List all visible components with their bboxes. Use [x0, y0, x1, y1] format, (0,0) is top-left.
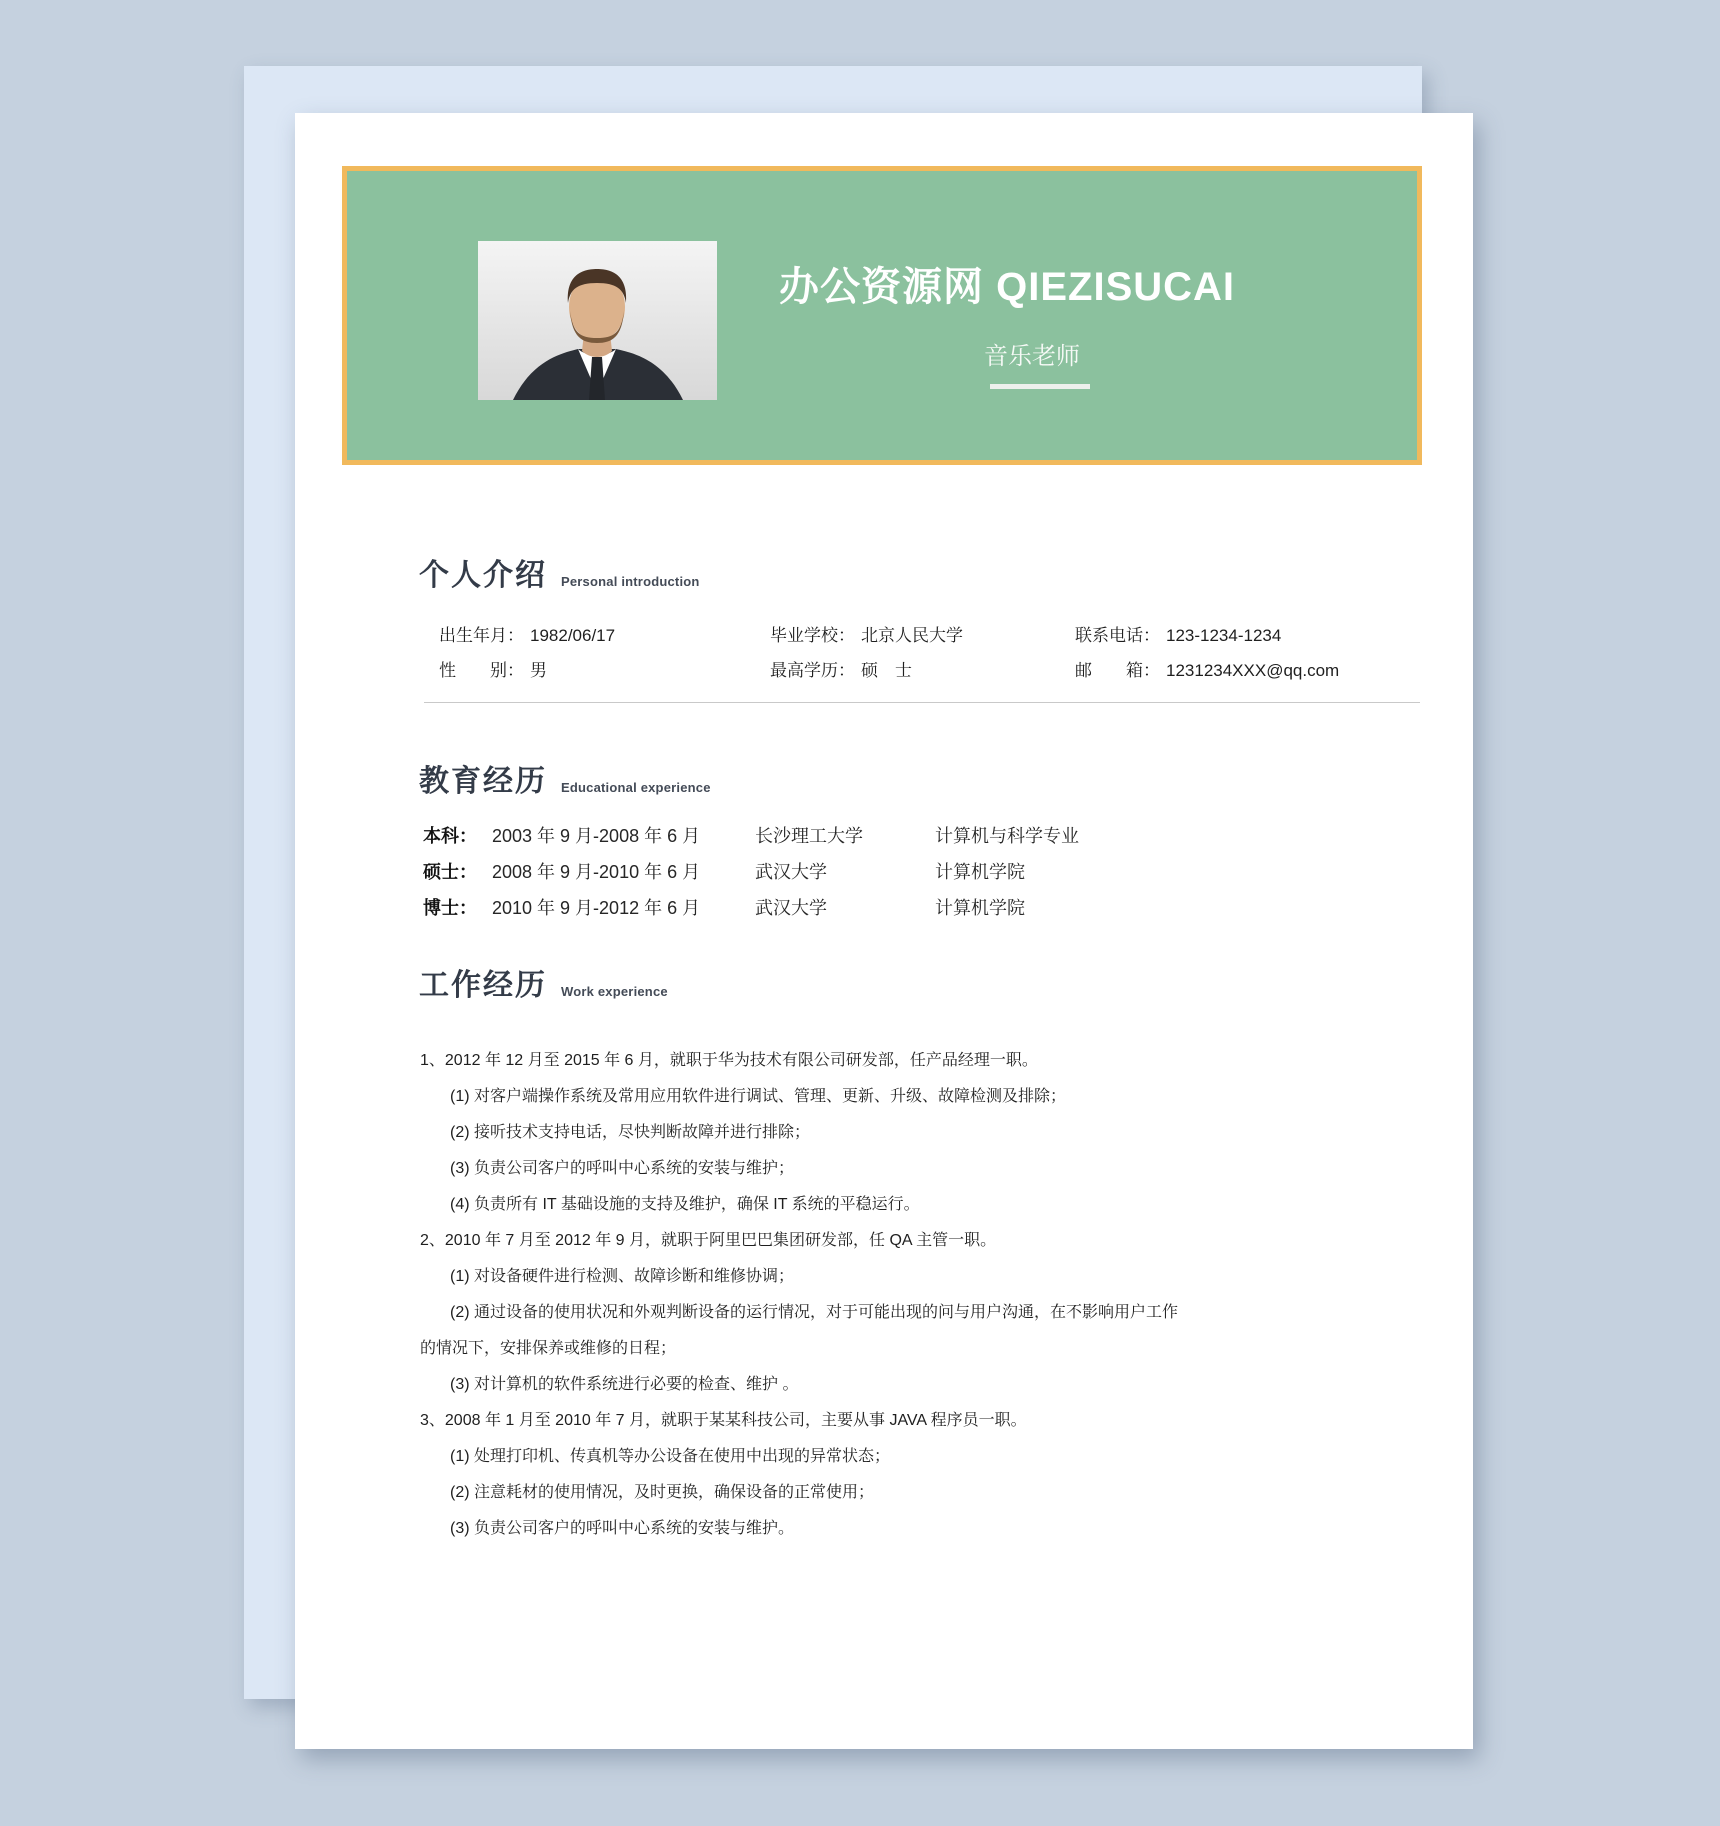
subtitle-underline [990, 384, 1090, 389]
section-title-zh: 工作经历 [419, 969, 547, 1002]
section-heading-personal [419, 550, 700, 594]
resume-page: 办公资源网 QIEZISUCAI 音乐老师 个人介绍 Personal introduction 出生年月： 1982/06/17 毕业学校： 北京人民大学 联系电话： 123-1234-1234 性 别： 男 最高学历： 硕 士 邮 箱： 1231234XXX@qq.com 教育经历 Educational experience 本科： 2003 年 9 月-2008 年 6 月 长沙理工大学 计算机与科学专业 硕士： 2008 年 9 月-2010 年 6 月 武汉大学 计算机学院 博士： 2010 年 9 月-2012 年 6 月 武汉大学 计算机学院 工作经历 Work experience 1、2012 年 12 月至 2015 年 6 月，就职于华为技术有限公司研发部，任产品经理一职。 (1) 对客户端操作系统及常用应用软件进行调试、管理、更新、升级、故障检测及排除； (2) 接听技术支持电话，尽快判断故障并进行排除； (3) 负责公司客户的呼叫中心系统的安装与维护； (4) 负责所有 IT 基础设施的支持及维护，确保 IT 系统的平稳运行。 2、2010 年 7 月至 2012 年 9 月，就职于阿里巴巴集团研发部，任 QA 主管一职。 (1) 对设备硬件进行检测、故障诊断和维修协调； (2) 通过设备的使用状况和外观判断设备的运行情况，对于可能出现的问与用户沟通，在不影响用户工作的情况下，安排保养或维修的日程； (3) 对计算机的软件系统进行必要的检查、维护 。 3、2008 年 1 月至 2010 年 7 月，就职于某某科技公司，主要从事 JAVA 程序员一职。 (1) 处理打印机、传真机等办公设备在使用中出现的异常状态； (2) 注意耗材的使用情况，及时更换，确保设备的正常使用； (3) 负责公司客户的呼叫中心系统的安装与维护。 [295, 113, 1473, 1749]
resume-subtitle: 音乐老师 [984, 343, 1080, 370]
profile-photo [478, 241, 717, 400]
resume-title: 办公资源网 QIEZISUCAI [779, 265, 1236, 309]
section-divider [424, 702, 1420, 703]
section-heading-education [419, 756, 711, 800]
profile-photo-image [478, 241, 717, 400]
section-title-en: Educational experience [561, 780, 711, 795]
header-band [342, 166, 1422, 465]
work-line: 1、2012 年 12 月至 2015 年 6 月，就职于华为技术有限公司研发部，任产品经理一职。 [420, 1052, 1038, 1069]
section-title-en: Personal introduction [561, 574, 700, 589]
work-line: (1) 对设备硬件进行检测、故障诊断和维修协调； [450, 1268, 795, 1285]
section-title-en: Work experience [561, 984, 668, 999]
field-phone: 联系电话： 123-1234-1234 [1075, 626, 1282, 645]
work-line: (1) 处理打印机、传真机等办公设备在使用中出现的异常状态； [450, 1448, 891, 1465]
work-experience-list [420, 1043, 1185, 1547]
section-title-zh: 个人介绍 [419, 559, 547, 592]
field-email: 邮 箱： 1231234XXX@qq.com [1075, 661, 1340, 680]
field-birth-date: 出生年月： 1982/06/17 [439, 626, 616, 645]
work-line: (2) 注意耗材的使用情况，及时更换，确保设备的正常使用； [450, 1484, 875, 1501]
field-gender: 性 别： 男 [439, 661, 547, 680]
work-line: (2) 接听技术支持电话，尽快判断故障并进行排除； [450, 1124, 811, 1141]
work-line: (3) 对计算机的软件系统进行必要的检查、维护 。 [450, 1376, 799, 1393]
work-line: (2) 通过设备的使用状况和外观判断设备的运行情况，对于可能出现的问与用户沟通，在不影响用户工作的情况下，安排保养或维修的日程； [420, 1304, 1179, 1357]
field-highest-degree: 最高学历： 硕 士 [770, 661, 912, 680]
work-line: (4) 负责所有 IT 基础设施的支持及维护，确保 IT 系统的平稳运行。 [450, 1196, 920, 1213]
section-heading-work [419, 960, 668, 1004]
work-line: (3) 负责公司客户的呼叫中心系统的安装与维护。 [450, 1520, 795, 1537]
section-title-zh: 教育经历 [419, 765, 547, 798]
work-line: 2、2010 年 7 月至 2012 年 9 月，就职于阿里巴巴集团研发部，任 QA 主管一职。 [420, 1232, 997, 1249]
work-line: (3) 负责公司客户的呼叫中心系统的安装与维护； [450, 1160, 795, 1177]
field-graduate-school: 毕业学校： 北京人民大学 [770, 626, 963, 645]
work-line: (1) 对客户端操作系统及常用应用软件进行调试、管理、更新、升级、故障检测及排除； [450, 1088, 1067, 1105]
work-line: 3、2008 年 1 月至 2010 年 7 月，就职于某某科技公司，主要从事 JAVA 程序员一职。 [420, 1412, 1027, 1429]
